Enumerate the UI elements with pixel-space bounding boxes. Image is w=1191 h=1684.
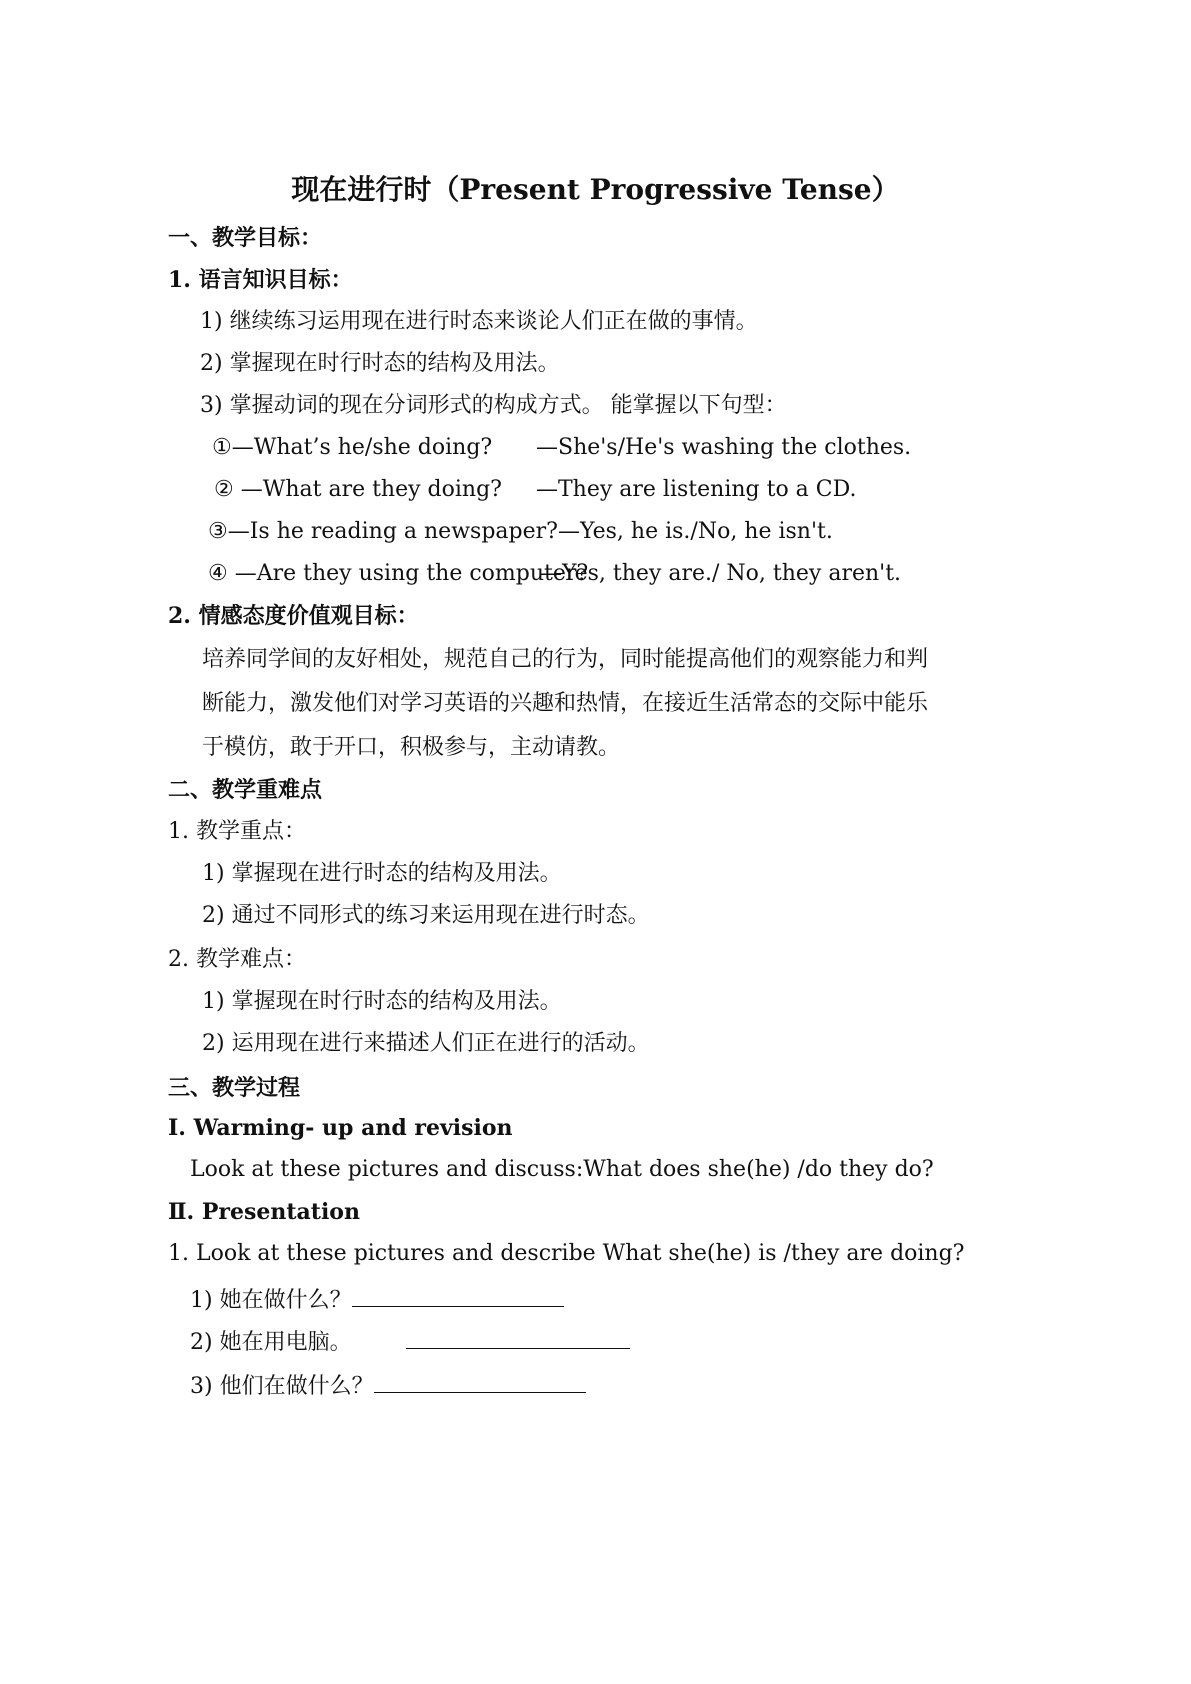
section-1-sub-2: 2. 情感态度价值观目标： [168, 603, 419, 629]
part-1-text: Look at these pictures and discuss:What does she(he) /do they do? [190, 1157, 934, 1182]
part-2-text: 1. Look at these pictures and describe What she(he) is /they are doing? [168, 1241, 965, 1266]
pattern-answer: —Yes, they are./ No, they aren't. [540, 561, 902, 586]
pattern-question: ② —What are they doing? [214, 477, 502, 502]
answer-blank [352, 1282, 564, 1307]
paragraph-line: 培养同学间的友好相处，规范自己的行为，同时能提高他们的观察能力和判 [202, 647, 929, 672]
question-text: 3) 他们在做什么？ [190, 1374, 374, 1399]
question-line [190, 1282, 564, 1315]
pattern-answer: —Yes, he is./No, he isn't. [558, 519, 833, 544]
paragraph-line: 断能力，激发他们对学习英语的兴趣和热情，在接近生活常态的交际中能乐 [202, 691, 929, 716]
difficulty-item: 2) 运用现在进行来描述人们正在进行的活动。 [202, 1031, 650, 1056]
answer-blank [374, 1368, 586, 1393]
answer-blank [406, 1324, 630, 1349]
difficulty-item: 1) 掌握现在时行时态的结构及用法。 [202, 989, 562, 1014]
objective-item: 1) 继续练习运用现在进行时态来谈论人们正在做的事情。 [200, 309, 758, 334]
question-line [190, 1324, 630, 1357]
page-title: 现在进行时（Present Progressive Tense） [291, 173, 900, 206]
pattern-question: ③—Is he reading a newspaper? [208, 519, 558, 544]
question-text: 2) 她在用电脑。 [190, 1330, 352, 1355]
key-point-item: 2) 通过不同形式的练习来运用现在进行时态。 [202, 903, 650, 928]
section-2-heading: 二、教学重难点 [168, 777, 323, 803]
pattern-answer: —She's/He's washing the clothes. [536, 435, 912, 460]
question-text: 1) 她在做什么？ [190, 1288, 352, 1313]
key-point-item: 1) 掌握现在进行时态的结构及用法。 [202, 861, 562, 886]
pattern-answer: —They are listening to a CD. [536, 477, 857, 502]
pattern-question: ①—What’s he/she doing? [212, 435, 493, 460]
part-2-heading: Ⅱ. Presentation [168, 1199, 360, 1225]
section-2-sub-1: 1. 教学重点： [168, 819, 306, 844]
pattern-question: ④ —Are they using the computer? [208, 561, 589, 586]
objective-item: 3) 掌握动词的现在分词形式的构成方式。 能掌握以下句型： [200, 393, 787, 418]
question-line [190, 1368, 586, 1401]
paragraph-line: 于模仿，敢于开口，积极参与，主动请教。 [202, 735, 621, 760]
section-1-heading: 一、教学目标： [168, 225, 323, 251]
objective-item: 2) 掌握现在时行时态的结构及用法。 [200, 351, 560, 376]
part-1-heading: Ⅰ. Warming- up and revision [168, 1115, 513, 1141]
section-2-sub-2: 2. 教学难点： [168, 947, 306, 972]
section-3-heading: 三、教学过程 [168, 1075, 301, 1101]
section-1-sub-1: 1. 语言知识目标： [168, 267, 353, 293]
